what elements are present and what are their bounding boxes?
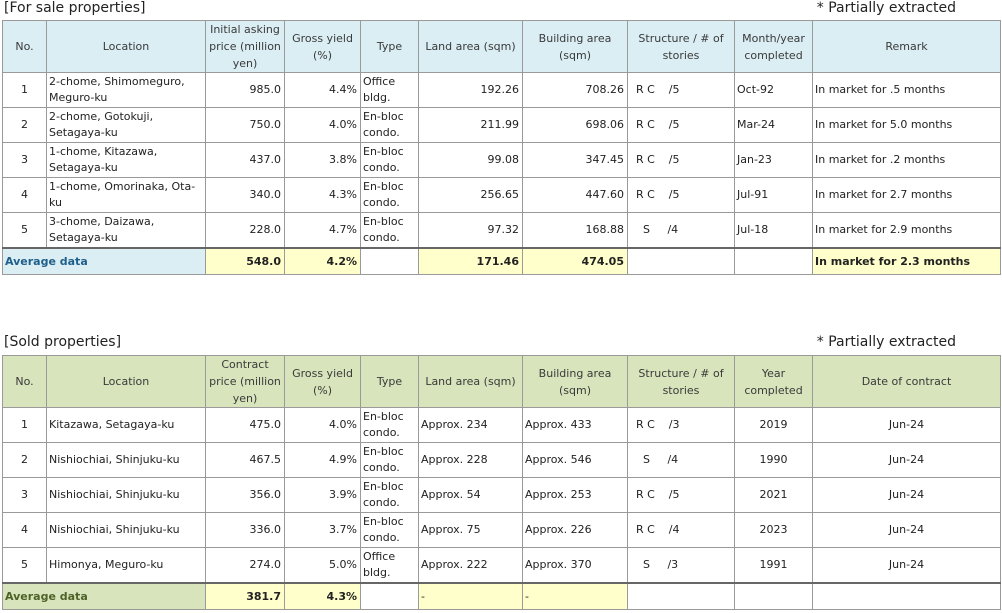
header-completed: Year completed [735,356,813,408]
table-row [3,408,1001,443]
cell-land: Approx. 228 [419,443,523,478]
cell-yield: 4.0% [285,408,361,443]
header-building: Building area (sqm) [523,21,628,73]
cell-price: 336.0 [206,513,285,548]
cell-structure: R C /5 [628,143,735,178]
cell-building: Approx. 433 [523,408,628,443]
cell-remark: In market for .5 months [813,73,1001,108]
header-no: No. [3,356,47,408]
average-empty [361,248,419,275]
cell-contract: Jun-24 [813,513,1001,548]
sale-section-title: [For sale properties] [4,0,146,16]
header-building: Building area (sqm) [523,356,628,408]
for-sale-table [2,20,1001,275]
cell-yield: 4.0% [285,108,361,143]
cell-land: 192.26 [419,73,523,108]
cell-price: 467.5 [206,443,285,478]
header-land: Land area (sqm) [419,356,523,408]
cell-type: En-bloc condo. [361,213,419,249]
cell-structure: R C /3 [628,408,735,443]
cell-no: 2 [3,443,47,478]
cell-location: Kitazawa, Setagaya-ku [47,408,206,443]
table-row [3,178,1001,213]
cell-completed: 1990 [735,443,813,478]
sold-section-note: * Partially extracted [816,334,956,350]
average-price: 548.0 [206,248,285,275]
cell-completed: Mar-24 [735,108,813,143]
cell-land: 256.65 [419,178,523,213]
table-row [3,513,1001,548]
cell-price: 475.0 [206,408,285,443]
table-row [3,143,1001,178]
average-remark: In market for 2.3 months [813,248,1001,275]
cell-location: 1-chome, Omorinaka, Ota-ku [47,178,206,213]
cell-location: 3-chome, Daizawa, Setagaya-ku [47,213,206,249]
cell-yield: 3.8% [285,143,361,178]
average-price: 381.7 [206,583,285,610]
header-yield: Gross yield (%) [285,356,361,408]
cell-remark: In market for 2.7 months [813,178,1001,213]
average-empty [361,583,419,610]
cell-building: 347.45 [523,143,628,178]
cell-no: 4 [3,178,47,213]
average-empty [628,248,735,275]
cell-location: Nishiochiai, Shinjuku-ku [47,513,206,548]
average-building: - [523,583,628,610]
cell-type: En-bloc condo. [361,178,419,213]
cell-building: 708.26 [523,73,628,108]
header-completed: Month/year completed [735,21,813,73]
header-remark: Remark [813,21,1001,73]
cell-type: En-bloc condo. [361,513,419,548]
cell-no: 1 [3,73,47,108]
average-yield: 4.2% [285,248,361,275]
cell-completed: Jul-18 [735,213,813,249]
cell-type: En-bloc condo. [361,108,419,143]
cell-completed: Jan-23 [735,143,813,178]
header-type: Type [361,21,419,73]
header-location: Location [47,356,206,408]
table-row [3,443,1001,478]
cell-land: Approx. 54 [419,478,523,513]
average-row [3,248,1001,275]
cell-completed: Jul-91 [735,178,813,213]
cell-price: 437.0 [206,143,285,178]
cell-building: Approx. 546 [523,443,628,478]
cell-price: 274.0 [206,548,285,584]
cell-yield: 5.0% [285,548,361,584]
cell-price: 750.0 [206,108,285,143]
average-empty [735,583,813,610]
cell-yield: 3.7% [285,513,361,548]
cell-remark: In market for 2.9 months [813,213,1001,249]
cell-land: Approx. 75 [419,513,523,548]
average-yield: 4.3% [285,583,361,610]
header-location: Location [47,21,206,73]
cell-completed: 2021 [735,478,813,513]
header-price: Initial asking price (million yen) [206,21,285,73]
cell-price: 340.0 [206,178,285,213]
table-header-row [3,21,1001,73]
cell-no: 3 [3,143,47,178]
table-header-row [3,356,1001,408]
sold-section-title: [Sold properties] [4,334,122,350]
cell-completed: Oct-92 [735,73,813,108]
cell-no: 5 [3,548,47,584]
cell-contract: Jun-24 [813,478,1001,513]
cell-building: 168.88 [523,213,628,249]
cell-no: 1 [3,408,47,443]
cell-type: En-bloc condo. [361,408,419,443]
average-label: Average data [3,248,206,275]
cell-type: En-bloc condo. [361,478,419,513]
header-type: Type [361,356,419,408]
cell-structure: R C /5 [628,478,735,513]
cell-contract: Jun-24 [813,443,1001,478]
cell-yield: 4.7% [285,213,361,249]
cell-no: 4 [3,513,47,548]
cell-land: Approx. 234 [419,408,523,443]
header-no: No. [3,21,47,73]
cell-building: Approx. 370 [523,548,628,584]
cell-building: 447.60 [523,178,628,213]
cell-structure: R C /4 [628,513,735,548]
cell-structure: S /4 [628,443,735,478]
cell-completed: 2023 [735,513,813,548]
cell-completed: 1991 [735,548,813,584]
cell-price: 356.0 [206,478,285,513]
cell-contract: Jun-24 [813,548,1001,584]
cell-structure: R C /5 [628,108,735,143]
header-land: Land area (sqm) [419,21,523,73]
sale-section-note: * Partially extracted [816,0,956,16]
cell-yield: 4.4% [285,73,361,108]
cell-type: En-bloc condo. [361,443,419,478]
cell-completed: 2019 [735,408,813,443]
cell-price: 985.0 [206,73,285,108]
average-land: 171.46 [419,248,523,275]
table-row [3,478,1001,513]
cell-no: 3 [3,478,47,513]
average-label: Average data [3,583,206,610]
cell-contract: Jun-24 [813,408,1001,443]
cell-no: 5 [3,213,47,249]
cell-structure: R C /5 [628,178,735,213]
cell-building: Approx. 253 [523,478,628,513]
sold-table [2,355,1001,610]
cell-remark: In market for .2 months [813,143,1001,178]
cell-land: 97.32 [419,213,523,249]
cell-yield: 4.3% [285,178,361,213]
table-row [3,73,1001,108]
cell-remark: In market for 5.0 months [813,108,1001,143]
cell-location: Himonya, Meguro-ku [47,548,206,584]
cell-yield: 3.9% [285,478,361,513]
cell-building: 698.06 [523,108,628,143]
cell-location: 2-chome, Gotokuji, Setagaya-ku [47,108,206,143]
cell-type: Office bldg. [361,73,419,108]
table-row [3,213,1001,249]
average-empty [813,583,1001,610]
cell-type: Office bldg. [361,548,419,584]
cell-price: 228.0 [206,213,285,249]
table-row [3,108,1001,143]
cell-yield: 4.9% [285,443,361,478]
cell-type: En-bloc condo. [361,143,419,178]
header-price: Contract price (million yen) [206,356,285,408]
average-empty [735,248,813,275]
cell-structure: S /3 [628,548,735,584]
table-row [3,548,1001,584]
average-row [3,583,1001,610]
average-empty [628,583,735,610]
cell-location: Nishiochiai, Shinjuku-ku [47,478,206,513]
header-yield: Gross yield (%) [285,21,361,73]
header-contract: Date of contract [813,356,1001,408]
average-building: 474.05 [523,248,628,275]
cell-location: Nishiochiai, Shinjuku-ku [47,443,206,478]
cell-no: 2 [3,108,47,143]
header-structure: Structure / # of stories [628,21,735,73]
cell-structure: R C /5 [628,73,735,108]
cell-building: Approx. 226 [523,513,628,548]
cell-land: 99.08 [419,143,523,178]
cell-location: 1-chome, Kitazawa, Setagaya-ku [47,143,206,178]
cell-land: Approx. 222 [419,548,523,584]
cell-structure: S /4 [628,213,735,249]
average-land: - [419,583,523,610]
cell-land: 211.99 [419,108,523,143]
cell-location: 2-chome, Shimomeguro, Meguro-ku [47,73,206,108]
header-structure: Structure / # of stories [628,356,735,408]
